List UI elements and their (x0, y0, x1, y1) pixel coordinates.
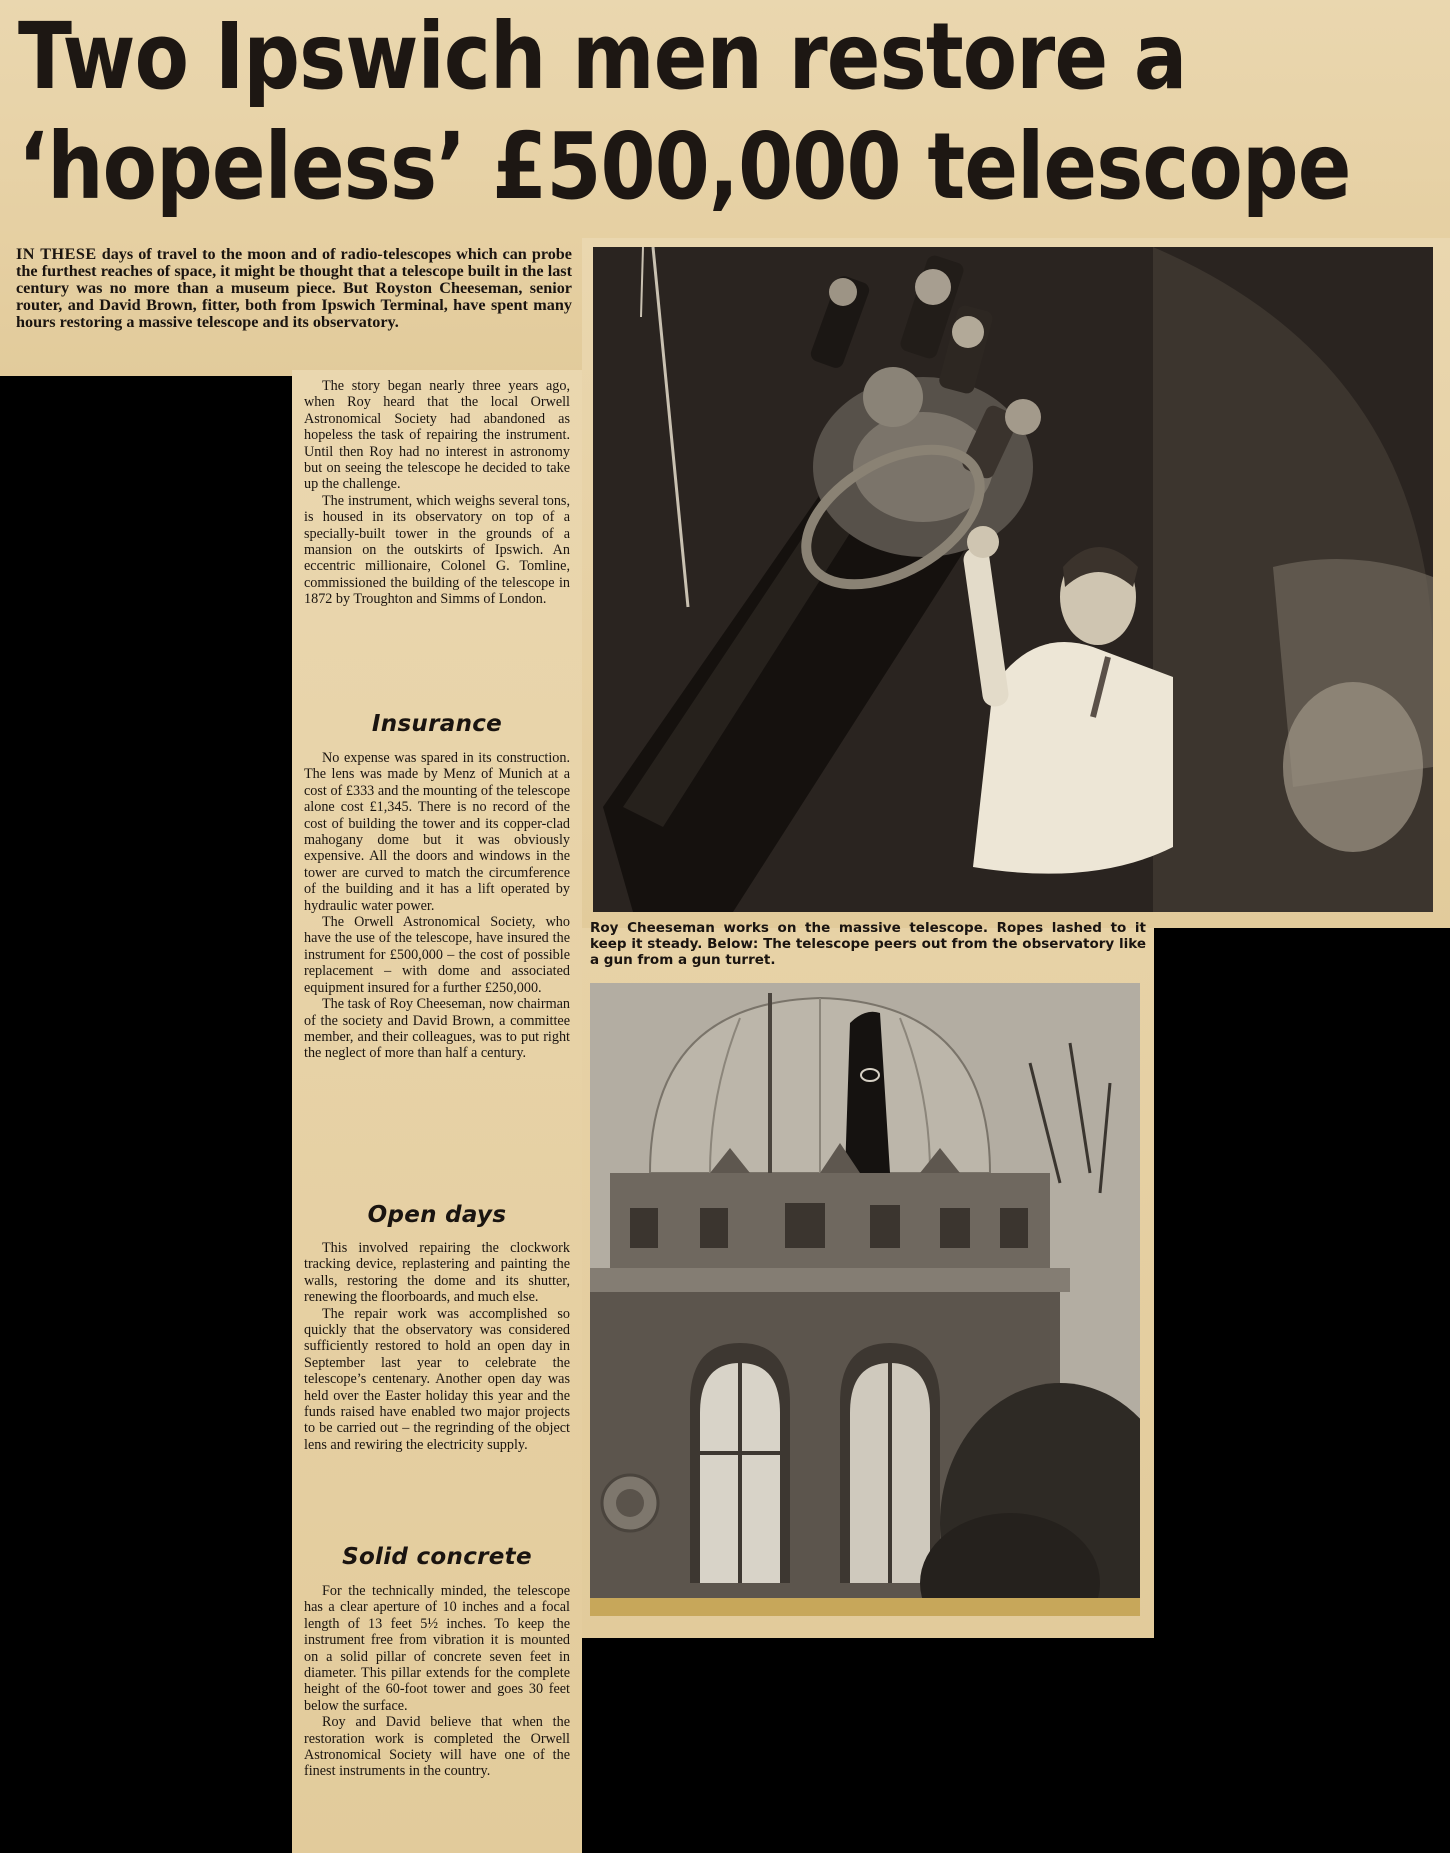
headline (18, 2, 1351, 222)
paragraph-instrument: The instrument, which weighs several tons, is housed in its observatory on top of a specially-built tower in the grounds of a mansion on the outskirts of Ipswich. An eccentric millionaire, Colonel G. Tomline, commissioned the building of the telescope in 1872 by Troughton and Simms of London. (304, 492, 570, 608)
paragraph-open-day: The repair work was accomplished so quickly that the observatory was considered sufficiently restored to hold an open day in September last year to celebrate the telescope’s centenary. Another open day was held over the Easter holiday this year and the funds raised have enabled two major projects to be carried out – the regrinding of the object lens and rewiring the electricity supply. (304, 1305, 570, 1453)
paragraph-story-began: The story began nearly three years ago, when Roy heard that the local Orwell Astronomical Society had abandoned as hopeless the task of repairing the instrument. Until then Roy had no interest in astronomy but on seeing the telescope he decided to take up the challenge. (304, 378, 570, 493)
observatory-illustration (590, 983, 1140, 1616)
telescope-photo (593, 247, 1433, 912)
intro-text: days of travel to the moon and of radio-telescopes which can probe the furthest reaches of space, it might be thought that a telescope built in the last century was no more than a museum piece. But Royston Cheeseman, senior router, and David Brown, fitter, both from Ipswich Terminal, have spent many hours restoring a massive telescope and its observatory. (16, 245, 572, 331)
telescope-illustration (593, 247, 1433, 912)
article-column-section-2 (304, 750, 570, 1062)
photo-caption: Roy Cheeseman works on the massive telescope. Ropes lashed to it keep it steady. Below: The telescope peers out from the observatory like a gun from a gun turret. (590, 920, 1146, 968)
headline-line-2: ‘hopeless’ £500,000 telescope (18, 113, 1351, 220)
paragraph-expense: No expense was spared in its construction. The lens was made by Menz of Munich at a cost of £333 and the mounting of the telescope alone cost £1,345. There is no record of the cost of building the tower and its copper-clad mahogany dome but it was obviously expensive. All the doors and windows in the tower are curved to match the circumference of the building and it has a lift operated by hydraulic water power. (304, 750, 570, 914)
paragraph-insured: The Orwell Astronomical Society, who have the use of the telescope, have insured the instrument for £500,000 – the cost of possible replacement – with dome and associated equipment insured for a further £250,000. (304, 914, 570, 996)
subhead-insurance: Insurance (371, 711, 503, 737)
paragraph-task: The task of Roy Cheeseman, now chairman of the society and David Brown, a committee member, and their colleagues, was to put right the neglect of more than half a century. (304, 996, 570, 1062)
paragraph-technical: For the technically minded, the telescope has a clear aperture of 10 inches and a focal length of 13 feet 5½ inches. To keep the instrument free from vibration it is mounted on a solid pillar of concrete seven feet in diameter. This pillar extends for the complete height of the 60-foot tower and goes 30 feet below the surface. (304, 1583, 570, 1714)
article-column-section-4 (304, 1583, 570, 1780)
paragraph-repairs: This involved repairing the clockwork tracking device, replastering and painting the walls, restoring the dome and its shutter, renewing the floorboards, and much else. (304, 1240, 570, 1306)
article-column-section-3 (304, 1240, 570, 1453)
intro-lead: IN THESE (16, 245, 97, 263)
article-column-section-1 (304, 378, 570, 608)
subhead-solid-concrete: Solid concrete (342, 1544, 532, 1570)
headline-line-1: Two Ipswich men restore a (18, 3, 1187, 110)
observatory-photo (590, 983, 1140, 1616)
intro-paragraph (16, 246, 572, 331)
paragraph-conclusion: Roy and David believe that when the restoration work is completed the Orwell Astronomical Society will have one of the finest instruments in the country. (304, 1714, 570, 1780)
subhead-open-days: Open days (367, 1202, 507, 1228)
